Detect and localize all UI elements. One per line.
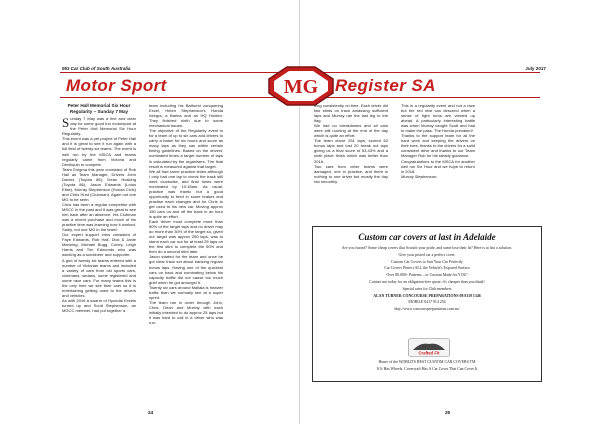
- crafted-fit-logo: [408, 338, 450, 357]
- advert-title: Custom car covers at last in Adelaide: [358, 232, 496, 242]
- page-number-left: 24: [148, 410, 154, 415]
- article-paragraph: The objective of the Regularity event is for a team of up to six cars and drivers to carry a baton for six hours and score as many laps as they can within certain timing guidelines. Based on the drivers' nominated times a target number of laps is calculated by the organisers. The final result is measured against that target.: [149, 128, 223, 169]
- article-paragraph: As with 2016 a swarm of Hyundai Excels turned up and Scott Stephenson, an MGCC member, had put together a: [62, 297, 136, 313]
- article-paragraph: [62, 116, 136, 136]
- article-paragraph: Twenty six cars around Mallala is heavier traffic than we normally see at a super sprint.: [149, 284, 223, 300]
- advert-footer: [317, 359, 537, 373]
- advert-line: Special rates for Club members: [402, 286, 452, 291]
- article-paragraph: Chris has been a regular competitor with MSCC in the past and it was great to see him back after an absence. His Clubman was a recent purchase and much of his practice time was learning how it worked. Sadly, not one MG in the team!: [62, 201, 136, 233]
- advert-contact: ALAN TURNER CONCOURSE PREPARATIONS 08 8119 1346: [373, 293, 481, 298]
- advert-footer-line: If It Has Wheels, Covercraft Has A Car Cover That Can Cover It: [376, 366, 478, 371]
- article-paragraph: Each driver must complete more than 50% of the target laps and no driver may do more than 30% of the target so, given our target was approx 250 laps, was to stand each car out for at least 25 laps on the first stint to complete the 50% and then do a second stint later.: [149, 219, 223, 255]
- issue-date: July 2017: [525, 66, 546, 71]
- article-paragraph: Our expert support crew consisted of Faye Edwards, Rob Hall, Dick & Janie Manning, Michael Bugg, Curley, Leigh Harris and Tim Edmonds who was working as a scrutineer and supporter.: [62, 232, 136, 258]
- advert-line: Custom Car Covers to Suit Your Car Perfectly: [391, 259, 463, 264]
- advert-line: Are you fussed? Some cheap covers that Scratch your pride, and some lose their fit? Here is at last a solution.: [341, 246, 513, 250]
- advert-line: Contact me today for an obligation-free quote, it's cheaper than you think!: [369, 279, 485, 284]
- advert-footer-line: Home of the WORLD'S BEST CUSTOM CAR COVERS TM: [378, 360, 476, 364]
- article-paragraph: We had no breakdowns and all cars were still running at the end of the day which is quite an effort.: [314, 123, 388, 139]
- article-paragraph: Congratulations to the MSCA for another well run Six Hour and we hope to return in 2018.: [401, 158, 475, 174]
- article-title: Peter Hall Memorial Six Hour Regularity – Sunday 7 May: [67, 103, 131, 114]
- article-column-2: [149, 103, 223, 403]
- article-paragraph: The team ran in order through John, Chris, Dean and Murray with each initially intended to do approx 25 laps but it was hard to call in a driver who was run-: [149, 299, 223, 326]
- drop-cap: S: [62, 115, 70, 131]
- article-paragraph: team including his Bathurst conquering Excel, Helen Stephenson's Honda Integra, a Barina and an HQ Holden. They finished ninth due to some mechanical issues.: [149, 103, 223, 129]
- banner-title-right: Register SA: [335, 76, 436, 95]
- masthead-banner: [60, 72, 540, 98]
- article-paragraph: Thanks to the support team for all the hard work and keeping the drivers on their toes, thanks to the drivers for a solid consistent drive and thanks to our Team Manager Rob for his steady guidance.: [401, 133, 475, 159]
- advert-line: Give your prized car a perfect cover.: [398, 252, 456, 257]
- article-paragraph: Two cars from other teams were damaged, one in practice, and there is nothing to one driver but mostly the day ran smoothly.: [314, 163, 388, 184]
- banner-title-left: Motor Sport: [66, 76, 167, 95]
- advert-mobile: MOBILE 0417 914 254: [408, 300, 446, 305]
- car-covers-advert: [312, 226, 542, 382]
- article-paragraph: Team Enigma this year consisted of Rob Hall as Team Manager, Drivers John Davies (Toyota 86), Dean Hosking (Toyota 86), Jason Edwards (Lotus Elise), Murray Stephenson (Honda Civic) and Chris Hunt (Clubman). Again not one MG to be seen.: [62, 166, 136, 202]
- article-column-3: [314, 103, 388, 223]
- article-paragraph: Jason started for the team and once he got clear track set about banking regular bonus laps. Having one of the quickest cars on track and nominating below his capacity traffic did not cause too much grief when he got amongst it.: [149, 254, 223, 285]
- advert-website-link[interactable]: http://www.concourspreparations.com.au/: [394, 307, 460, 312]
- article-paragraph: This is a regularity event and not a race but the red mist can descend when a sense of tight turns are viewed up ahead. A particularly interesting battle was when Murray caught Scott and had to make the pass. The Honda prevailed!: [401, 103, 475, 134]
- article-paragraph: This event was a pet project of Peter Hall and it is great to see it run again with a full field of twenty six teams. The event is well run by the MSCA and teams regularly came from Victoria and Deniliquin to compete.: [62, 136, 136, 167]
- advert-line: Car Covers Protect ALL the Vehicle's Exposed Surface: [384, 266, 470, 271]
- article-paragraph: A grid of twenty six teams entered with a number of Victorian teams and included a variety of cars from old sports cars, clubmans, sedans, some registered and some race cars. For many teams this is the only time we see their cars so it is entertaining getting used to the drivers and vehicles.: [62, 257, 136, 298]
- article-author: Murray Stephenson.: [401, 173, 438, 179]
- logo-text: MG: [283, 76, 319, 98]
- advert-line: Over 80,000+ Patterns – or Custom Made for YOU!: [386, 273, 468, 278]
- article-column-1: [62, 103, 136, 403]
- article-column-4: [401, 103, 475, 223]
- club-name: MG Car Club of South Australia: [62, 66, 131, 71]
- article-paragraph: ning consistently on time. Each driver did two stints on track amassing sufficient laps and Murray ran the last leg to the flag.: [314, 103, 388, 124]
- page-number-right: 25: [445, 410, 451, 415]
- logo-text: Crafted Fit: [418, 350, 440, 356]
- article-paragraph: We all had some practice times although I only had one lap to check the track still went clockwise, and final times were nominated by 10:15am. As usual, practice was frantic but a good opportunity to feed in some brakes and practise each changes and for Chris to get used to his new car. Moving approx 150 cars on and off the track in an hour is quite an effort.: [149, 168, 223, 220]
- paragraph-text: unday 7 May was a fine and clear day for some good fun motorsport at the Peter Hall Memorial Six Hour Regularity.: [62, 116, 136, 137]
- article-paragraph: The team drove 251 laps, scored 62 bonus laps and lost 20 break out laps giving us a final score of 53.43% and a sixth place finish which was better than 2016.: [314, 138, 388, 164]
- mg-octagon-logo: [265, 65, 337, 107]
